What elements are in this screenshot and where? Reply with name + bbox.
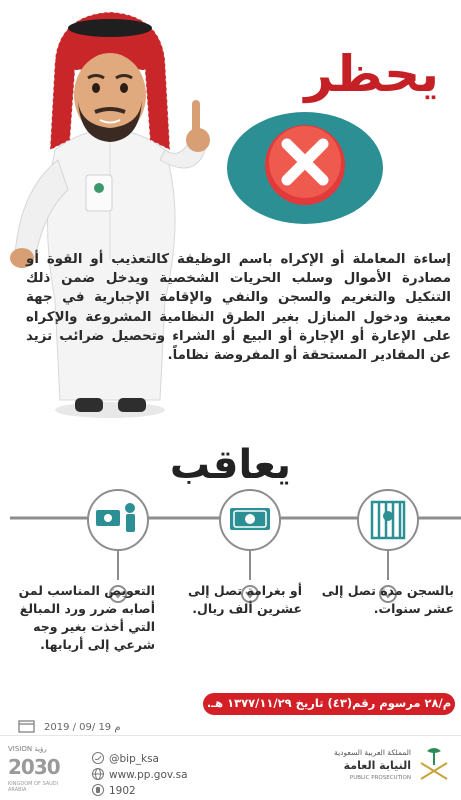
vision-year: 2030	[8, 755, 60, 779]
phone-icon	[92, 784, 104, 796]
twitter-handle: @bip_ksa	[109, 753, 159, 765]
prohibition-text: إساءة المعاملة أو الإكراه باسم الوظيفة كالتعذيب أو القوة أو مصادرة الأموال وسلب الحريات الشخصية ويدخل ضمن ذلك التنكيل والتغريم والسجن والنفي والإقامة الإجبارية في جهة معينة ودخول المنازل بغير الطرق النظامية المشروعة والإكراه على الإعارة أو الإجارة أو البيع أو الشراء وتحصيل ضرائب تزيد عن المقادير المستحقة أو المفروضة نظاماً.	[26, 252, 451, 364]
forbidden-x-icon	[225, 110, 385, 228]
forbid-title: يحظر	[304, 45, 439, 103]
vision-label: VISION رؤية	[8, 745, 47, 753]
penalty-fine: أو بغرامة تصل إلى عشرين ألف ريال.	[187, 583, 302, 616]
saudi-emblem-icon	[417, 745, 451, 785]
punish-title: يعاقب	[169, 442, 292, 488]
org-name-en: PUBLIC PROSECUTION	[349, 775, 411, 781]
mascot-illustration	[0, 0, 230, 430]
decree-banner	[203, 693, 455, 715]
org-country: المملكة العربية السعودية	[334, 748, 411, 757]
globe-icon	[92, 768, 104, 780]
twitter-icon	[92, 752, 104, 764]
calendar-icon	[18, 719, 35, 733]
website-url: www.pp.gov.sa	[109, 769, 188, 781]
vision-2030-logo	[8, 745, 78, 795]
decree-text: م/٢٨ مرسوم رقم(٤٣) تاريخ ١٣٧٧/١١/٢٩ هـ.	[206, 696, 452, 710]
vision-subtitle: KINGDOM OF SAUDI ARABIA	[8, 781, 59, 793]
publish-date: 2019 / 09/ 19 م	[44, 722, 121, 733]
phone-number: 1902	[109, 785, 136, 797]
penalty-compensation: التعويض المناسب لمن أصابه ضرر ورد المبالغ التي أخذت بغير وجه شرعي إلى أربابها.	[18, 583, 155, 652]
footer-divider	[0, 735, 461, 736]
org-name: النيابة العامة	[343, 759, 411, 772]
penalty-prison: بالسجن مدة تصل إلى عشر سنوات.	[321, 583, 454, 616]
twitter-contact[interactable]	[92, 752, 159, 765]
website-contact[interactable]	[92, 768, 188, 781]
phone-contact[interactable]	[92, 784, 136, 797]
